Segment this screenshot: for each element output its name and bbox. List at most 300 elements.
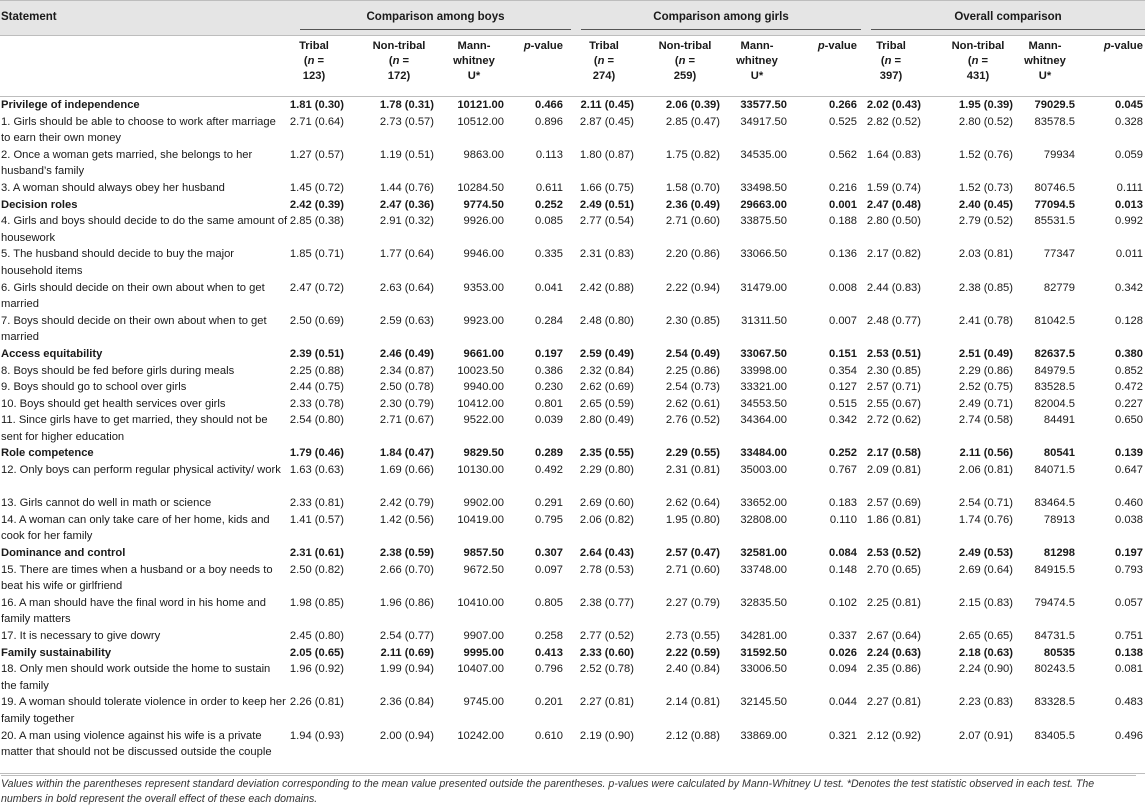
value-cell-boys-tribal: 2.54 (0.80) [289, 414, 344, 427]
value-cell-girls-nontribal: 2.29 (0.55) [665, 447, 720, 460]
value-cell-boys-p: 0.291 [535, 497, 563, 510]
table-header-groups [0, 0, 1145, 36]
statement-header: Statement [1, 11, 57, 23]
value-cell-overall-p: 0.128 [1115, 314, 1143, 327]
value-cell-girls-tribal: 1.66 (0.75) [579, 181, 634, 194]
value-cell-overall-p: 0.650 [1115, 414, 1143, 427]
value-cell-girls-p: 0.084 [829, 547, 857, 560]
value-cell-boys-nontribal: 2.00 (0.94) [379, 729, 434, 742]
group-divider-boys [300, 29, 571, 30]
value-cell-girls-nontribal: 1.95 (0.80) [665, 513, 720, 526]
value-cell-girls-tribal: 2.62 (0.69) [579, 381, 634, 394]
value-cell-boys-mw: 10512.00 [457, 115, 504, 128]
value-cell-girls-tribal: 2.32 (0.84) [579, 364, 634, 377]
value-cell-overall-tribal: 2.67 (0.64) [866, 630, 921, 642]
value-cell-overall-mw: 81298 [1043, 547, 1075, 560]
value-cell-boys-p: 0.252 [535, 198, 563, 211]
value-cell-overall-nontribal: 2.51 (0.49) [958, 347, 1013, 360]
value-cell-girls-nontribal: 2.54 (0.49) [665, 347, 720, 360]
statement-cell: 15. There are times when a husband or a boy needs to beat his wife or girlfriend [1, 563, 273, 593]
value-cell-boys-p: 0.805 [535, 596, 563, 609]
value-cell-girls-mw: 33998.00 [740, 364, 787, 377]
value-cell-overall-mw: 84915.5 [1034, 563, 1075, 576]
value-cell-boys-tribal: 1.96 (0.92) [289, 663, 344, 676]
value-cell-boys-p: 0.413 [535, 646, 563, 659]
value-cell-girls-mw: 32835.50 [740, 596, 787, 609]
value-cell-girls-nontribal: 2.40 (0.84) [665, 663, 720, 676]
value-cell-boys-mw: 10130.00 [457, 464, 504, 477]
value-cell-boys-nontribal: 2.63 (0.64) [379, 281, 434, 294]
value-cell-overall-mw: 80243.5 [1034, 663, 1075, 676]
value-cell-overall-nontribal: 2.54 (0.71) [958, 497, 1013, 510]
value-cell-overall-nontribal: 2.24 (0.90) [958, 663, 1013, 676]
statement-cell: 13. Girls cannot do well in math or science [1, 497, 212, 510]
value-cell-overall-nontribal: 2.11 (0.56) [959, 447, 1013, 460]
value-cell-overall-p: 0.472 [1115, 381, 1143, 394]
value-cell-overall-tribal: 2.57 (0.71) [866, 381, 921, 394]
value-cell-overall-tribal: 1.86 (0.81) [866, 513, 921, 526]
value-cell-girls-p: 0.044 [829, 696, 857, 709]
value-cell-boys-p: 0.896 [535, 115, 563, 128]
value-cell-overall-nontribal: 2.69 (0.64) [958, 563, 1013, 576]
value-cell-boys-nontribal: 2.47 (0.36) [379, 198, 434, 211]
value-cell-boys-tribal: 2.25 (0.88) [289, 364, 344, 377]
value-cell-girls-nontribal: 2.57 (0.47) [665, 547, 720, 560]
table-row [0, 728, 1145, 761]
group-divider-overall [871, 29, 1145, 30]
value-cell-overall-tribal: 2.53 (0.52) [866, 547, 921, 560]
value-cell-boys-nontribal: 1.42 (0.56) [379, 513, 434, 526]
value-cell-girls-nontribal: 2.27 (0.79) [665, 596, 720, 609]
value-cell-boys-tribal: 2.71 (0.64) [289, 115, 344, 128]
value-cell-girls-mw: 31479.00 [740, 281, 787, 294]
table-row [0, 694, 1145, 727]
value-cell-overall-p: 0.751 [1115, 630, 1143, 642]
value-cell-girls-p: 0.216 [829, 181, 857, 194]
value-cell-boys-p: 0.289 [535, 447, 563, 460]
value-cell-overall-tribal: 2.57 (0.69) [866, 497, 921, 510]
value-cell-overall-nontribal: 2.29 (0.86) [958, 364, 1013, 377]
value-cell-boys-tribal: 2.33 (0.81) [289, 497, 344, 510]
value-cell-girls-nontribal: 2.54 (0.73) [665, 381, 720, 394]
table-row [0, 412, 1145, 445]
value-cell-boys-tribal: 2.44 (0.75) [289, 381, 344, 394]
value-cell-girls-p: 0.342 [829, 414, 857, 427]
value-cell-girls-p: 0.094 [829, 663, 857, 676]
value-cell-overall-mw: 77347 [1043, 248, 1075, 261]
value-cell-girls-nontribal: 2.20 (0.86) [665, 248, 720, 261]
value-cell-girls-p: 0.562 [829, 148, 857, 161]
value-cell-girls-nontribal: 2.85 (0.47) [665, 115, 720, 128]
table-body [0, 97, 1145, 761]
value-cell-overall-nontribal: 1.52 (0.73) [958, 181, 1013, 194]
value-cell-boys-nontribal: 2.46 (0.49) [379, 347, 434, 360]
value-cell-overall-mw: 83328.5 [1034, 696, 1075, 709]
value-cell-girls-tribal: 2.87 (0.45) [579, 115, 634, 128]
value-cell-boys-nontribal: 2.30 (0.79) [379, 397, 434, 410]
value-cell-overall-nontribal: 2.38 (0.85) [958, 281, 1013, 294]
table-row [0, 396, 1145, 413]
table-row [0, 280, 1145, 313]
value-cell-girls-p: 0.007 [829, 314, 857, 327]
value-cell-boys-mw: 10121.00 [457, 99, 504, 111]
value-cell-boys-tribal: 1.79 (0.46) [289, 447, 344, 460]
value-cell-overall-nontribal: 2.65 (0.65) [958, 630, 1013, 642]
column-header-girls-nontribal: Non-tribal (n = 259) [658, 40, 712, 82]
value-cell-overall-p: 0.111 [1116, 181, 1143, 194]
value-cell-overall-nontribal: 2.52 (0.75) [958, 381, 1013, 394]
value-cell-girls-p: 0.001 [829, 198, 857, 211]
value-cell-girls-tribal: 2.69 (0.60) [579, 497, 634, 510]
value-cell-boys-mw: 9926.00 [463, 215, 504, 228]
value-cell-overall-mw: 83405.5 [1034, 729, 1075, 742]
value-cell-girls-mw: 34535.00 [740, 148, 787, 161]
value-cell-boys-nontribal: 1.19 (0.51) [379, 148, 434, 161]
table-row [0, 628, 1145, 645]
value-cell-boys-tribal: 1.45 (0.72) [289, 181, 344, 194]
value-cell-overall-nontribal: 2.15 (0.83) [958, 596, 1013, 609]
statement-cell: 12. Only boys can perform regular physical activity/ work [1, 464, 281, 477]
value-cell-overall-p: 0.227 [1115, 397, 1143, 410]
value-cell-girls-nontribal: 2.31 (0.81) [665, 464, 720, 477]
value-cell-girls-nontribal: 1.75 (0.82) [665, 148, 720, 161]
value-cell-overall-nontribal: 2.41 (0.78) [958, 314, 1013, 327]
value-cell-girls-nontribal: 2.62 (0.64) [665, 497, 720, 510]
column-header-overall-p: p-value [1103, 40, 1143, 52]
value-cell-girls-p: 0.188 [829, 215, 857, 228]
value-cell-boys-tribal: 2.39 (0.51) [289, 347, 344, 360]
statement-cell: 17. It is necessary to give dowry [1, 630, 161, 642]
value-cell-overall-p: 0.342 [1115, 281, 1143, 294]
value-cell-girls-nontribal: 2.25 (0.86) [665, 364, 720, 377]
column-header-overall-mw: Mann- whitney U* [1024, 40, 1066, 82]
table-row [0, 213, 1145, 246]
value-cell-girls-nontribal: 2.76 (0.52) [665, 414, 720, 427]
column-header-overall-nontribal: Non-tribal (n = 431) [951, 40, 1005, 82]
value-cell-girls-tribal: 2.78 (0.53) [579, 563, 634, 576]
value-cell-overall-mw: 83464.5 [1034, 497, 1075, 510]
value-cell-girls-tribal: 2.48 (0.80) [579, 314, 634, 327]
value-cell-overall-nontribal: 1.95 (0.39) [958, 99, 1013, 111]
value-cell-girls-mw: 32145.50 [740, 696, 787, 709]
value-cell-boys-mw: 9995.00 [463, 646, 504, 659]
value-cell-girls-nontribal: 2.71 (0.60) [665, 563, 720, 576]
value-cell-girls-tribal: 2.65 (0.59) [579, 397, 634, 410]
value-cell-boys-nontribal: 2.91 (0.32) [379, 215, 434, 228]
value-cell-girls-tribal: 2.33 (0.60) [579, 646, 634, 659]
value-cell-overall-tribal: 2.47 (0.48) [866, 198, 921, 211]
statement-cell: Access equitability [1, 347, 103, 360]
table-header-columns [0, 36, 1145, 97]
value-cell-boys-mw: 9857.50 [463, 547, 504, 560]
value-cell-girls-tribal: 2.19 (0.90) [579, 729, 634, 742]
value-cell-overall-tribal: 2.17 (0.82) [866, 248, 921, 261]
value-cell-boys-tribal: 2.47 (0.72) [289, 281, 344, 294]
value-cell-boys-mw: 10419.00 [457, 513, 504, 526]
value-cell-overall-p: 0.647 [1115, 464, 1143, 477]
value-cell-girls-mw: 33066.50 [740, 248, 787, 261]
value-cell-girls-tribal: 2.64 (0.43) [579, 547, 634, 560]
value-cell-boys-p: 0.795 [535, 513, 563, 526]
value-cell-girls-mw: 32581.00 [740, 547, 787, 560]
table-end-rule [0, 773, 1145, 774]
value-cell-girls-mw: 29663.00 [740, 198, 787, 211]
statement-cell: 14. A woman can only take care of her home, kids and cook for her family [1, 513, 270, 543]
value-cell-girls-p: 0.252 [829, 447, 857, 460]
value-cell-boys-mw: 10242.00 [457, 729, 504, 742]
statement-cell: 11. Since girls have to get married, they should not be sent for higher education [1, 414, 268, 443]
value-cell-girls-tribal: 2.31 (0.83) [579, 248, 634, 261]
value-cell-girls-p: 0.337 [829, 630, 857, 642]
value-cell-boys-p: 0.466 [535, 99, 563, 111]
table-row [0, 246, 1145, 279]
value-cell-boys-p: 0.284 [535, 314, 563, 327]
value-cell-girls-mw: 33006.50 [740, 663, 787, 676]
value-cell-boys-nontribal: 2.34 (0.87) [379, 364, 434, 377]
value-cell-boys-mw: 10407.00 [457, 663, 504, 676]
value-cell-overall-nontribal: 1.74 (0.76) [958, 513, 1013, 526]
statement-cell: 7. Boys should decide on their own about when to get married [1, 314, 267, 344]
value-cell-girls-tribal: 2.59 (0.49) [579, 347, 634, 360]
value-cell-girls-tribal: 2.77 (0.54) [579, 215, 634, 228]
value-cell-boys-tribal: 1.81 (0.30) [289, 99, 344, 111]
statement-cell: 4. Girls and boys should decide to do the same amount of housework [1, 215, 288, 244]
value-cell-overall-mw: 84071.5 [1034, 464, 1075, 477]
table-footnote: Values within the parentheses represent standard deviation corresponding to the mean value presented outside the parentheses. p-values were calculated by Mann-Whitney U test. *Denotes the test statistic observed in each test. The numbers in bold represent the overall effect of these each domains. [1, 775, 1136, 807]
statement-cell: 1. Girls should be able to choose to work after marriage to earn their own money [1, 115, 276, 145]
value-cell-overall-tribal: 1.59 (0.74) [866, 181, 921, 194]
value-cell-boys-mw: 9923.00 [463, 314, 504, 327]
value-cell-boys-tribal: 2.31 (0.61) [289, 547, 344, 560]
value-cell-girls-tribal: 1.80 (0.87) [579, 148, 634, 161]
value-cell-overall-tribal: 2.09 (0.81) [866, 464, 921, 477]
value-cell-boys-tribal: 1.98 (0.85) [289, 596, 344, 609]
value-cell-overall-p: 0.045 [1115, 99, 1143, 111]
value-cell-girls-mw: 31311.50 [741, 314, 787, 327]
value-cell-overall-tribal: 2.17 (0.58) [866, 447, 921, 460]
value-cell-boys-nontribal: 2.54 (0.77) [379, 630, 434, 642]
table-row [0, 363, 1145, 380]
value-cell-boys-nontribal: 2.11 (0.69) [380, 646, 434, 659]
value-cell-overall-tribal: 2.35 (0.86) [866, 663, 921, 676]
value-cell-overall-tribal: 2.24 (0.63) [866, 646, 921, 659]
domain-row [0, 445, 1145, 462]
value-cell-boys-p: 0.610 [535, 729, 563, 742]
statement-cell: 10. Boys should get health services over girls [1, 397, 226, 410]
value-cell-overall-tribal: 2.27 (0.81) [866, 696, 921, 709]
value-cell-girls-nontribal: 2.22 (0.94) [665, 281, 720, 294]
value-cell-girls-p: 0.515 [829, 397, 857, 410]
value-cell-boys-tribal: 2.42 (0.39) [289, 198, 344, 211]
value-cell-overall-mw: 80746.5 [1034, 181, 1075, 194]
group-header-girls: Comparison among girls [653, 11, 789, 23]
value-cell-girls-nontribal: 2.30 (0.85) [665, 314, 720, 327]
value-cell-overall-nontribal: 2.23 (0.83) [958, 696, 1013, 709]
value-cell-boys-mw: 10284.50 [457, 181, 504, 194]
value-cell-overall-nontribal: 2.18 (0.63) [958, 646, 1013, 659]
value-cell-boys-mw: 9829.50 [463, 447, 504, 460]
value-cell-boys-nontribal: 2.38 (0.59) [379, 547, 434, 560]
value-cell-boys-p: 0.611 [535, 181, 563, 194]
value-cell-boys-p: 0.335 [535, 248, 563, 261]
statement-cell: 3. A woman should always obey her husband [1, 181, 225, 194]
table-row [0, 495, 1145, 512]
value-cell-overall-tribal: 2.70 (0.65) [866, 563, 921, 576]
value-cell-girls-mw: 33067.50 [740, 347, 787, 360]
value-cell-overall-mw: 85531.5 [1034, 215, 1075, 228]
statement-cell: Decision roles [1, 198, 78, 211]
value-cell-boys-p: 0.258 [535, 630, 563, 642]
value-cell-overall-mw: 83528.5 [1034, 381, 1075, 394]
value-cell-overall-mw: 80535 [1043, 646, 1075, 659]
value-cell-overall-mw: 82637.5 [1034, 347, 1075, 360]
value-cell-boys-mw: 9946.00 [463, 248, 504, 261]
value-cell-boys-tribal: 2.26 (0.81) [289, 696, 344, 709]
value-cell-boys-mw: 9774.50 [463, 198, 504, 211]
value-cell-overall-mw: 80541 [1043, 447, 1075, 460]
value-cell-boys-tribal: 2.50 (0.82) [289, 563, 344, 576]
value-cell-overall-nontribal: 2.49 (0.71) [958, 397, 1013, 410]
value-cell-girls-mw: 33748.00 [740, 563, 787, 576]
domain-row [0, 197, 1145, 214]
value-cell-girls-mw: 33484.00 [740, 447, 787, 460]
table-row [0, 661, 1145, 694]
table-row [0, 462, 1145, 495]
value-cell-boys-tribal: 2.50 (0.69) [289, 314, 344, 327]
table-row [0, 147, 1145, 180]
value-cell-boys-p: 0.307 [535, 547, 563, 560]
value-cell-girls-tribal: 2.42 (0.88) [579, 281, 634, 294]
value-cell-boys-mw: 9863.00 [463, 148, 504, 161]
group-header-overall: Overall comparison [954, 11, 1062, 23]
value-cell-boys-nontribal: 1.69 (0.66) [379, 464, 434, 477]
value-cell-boys-p: 0.041 [535, 281, 563, 294]
value-cell-overall-mw: 79029.5 [1034, 99, 1075, 111]
value-cell-boys-nontribal: 2.71 (0.67) [379, 414, 434, 427]
table-row [0, 512, 1145, 545]
value-cell-overall-p: 0.138 [1115, 646, 1143, 659]
value-cell-girls-tribal: 2.80 (0.49) [579, 414, 634, 427]
value-cell-boys-mw: 9661.00 [463, 347, 504, 360]
value-cell-boys-mw: 9672.50 [463, 563, 504, 576]
value-cell-girls-mw: 34553.50 [740, 397, 787, 410]
value-cell-boys-nontribal: 1.84 (0.47) [379, 447, 434, 460]
column-header-boys-p: p-value [523, 40, 563, 52]
column-header-boys-nontribal: Non-tribal (n = 172) [372, 40, 426, 82]
value-cell-overall-mw: 84979.5 [1034, 364, 1075, 377]
value-cell-overall-p: 0.992 [1115, 215, 1143, 228]
statement-cell: Family sustainability [1, 646, 112, 659]
table-row [0, 180, 1145, 197]
value-cell-boys-mw: 9522.00 [463, 414, 504, 427]
value-cell-boys-p: 0.492 [535, 464, 563, 477]
domain-row [0, 645, 1145, 662]
value-cell-boys-nontribal: 2.50 (0.78) [379, 381, 434, 394]
value-cell-boys-mw: 9353.00 [463, 281, 504, 294]
value-cell-overall-tribal: 2.12 (0.92) [866, 729, 921, 742]
value-cell-boys-nontribal: 2.66 (0.70) [379, 563, 434, 576]
value-cell-girls-tribal: 2.29 (0.80) [579, 464, 634, 477]
value-cell-girls-mw: 34281.00 [740, 630, 787, 642]
value-cell-girls-p: 0.102 [829, 596, 857, 609]
value-cell-boys-nontribal: 2.36 (0.84) [379, 696, 434, 709]
value-cell-overall-nontribal: 2.49 (0.53) [958, 547, 1013, 560]
value-cell-girls-nontribal: 2.73 (0.55) [665, 630, 720, 642]
statement-cell: Dominance and control [1, 547, 126, 560]
value-cell-girls-mw: 33498.50 [740, 181, 787, 194]
statement-cell: 5. The husband should decide to buy the major household items [1, 248, 235, 277]
value-cell-boys-tribal: 1.41 (0.57) [289, 513, 344, 526]
value-cell-girls-p: 0.354 [829, 364, 857, 377]
value-cell-overall-p: 0.460 [1115, 497, 1143, 510]
domain-row [0, 545, 1145, 562]
value-cell-overall-p: 0.197 [1115, 547, 1143, 560]
value-cell-boys-mw: 10410.00 [457, 596, 504, 609]
value-cell-boys-nontribal: 2.42 (0.79) [379, 497, 434, 510]
value-cell-girls-mw: 34917.50 [740, 115, 787, 128]
value-cell-overall-mw: 82004.5 [1034, 397, 1075, 410]
value-cell-overall-tribal: 1.64 (0.83) [866, 148, 921, 161]
statement-cell: 18. Only men should work outside the home to sustain the family [1, 663, 271, 692]
value-cell-overall-tribal: 2.30 (0.85) [866, 364, 921, 377]
value-cell-overall-p: 0.081 [1115, 663, 1143, 676]
table-row [0, 114, 1145, 147]
value-cell-girls-nontribal: 2.14 (0.81) [665, 696, 720, 709]
value-cell-girls-mw: 34364.00 [740, 414, 787, 427]
value-cell-overall-nontribal: 2.79 (0.52) [958, 215, 1013, 228]
value-cell-girls-p: 0.266 [829, 99, 857, 111]
table-row [0, 379, 1145, 396]
value-cell-overall-tribal: 2.48 (0.77) [866, 314, 921, 327]
value-cell-overall-tribal: 2.55 (0.67) [866, 397, 921, 410]
table-row [0, 313, 1145, 346]
value-cell-girls-p: 0.183 [829, 497, 857, 510]
value-cell-overall-mw: 79474.5 [1034, 596, 1075, 609]
value-cell-girls-tribal: 2.06 (0.82) [579, 513, 634, 526]
table-row [0, 595, 1145, 628]
value-cell-boys-nontribal: 1.77 (0.64) [379, 248, 434, 261]
value-cell-boys-p: 0.197 [535, 347, 563, 360]
value-cell-overall-mw: 79934 [1043, 148, 1075, 161]
column-header-girls-mw: Mann- whitney U* [736, 40, 778, 82]
value-cell-girls-p: 0.008 [829, 281, 857, 294]
value-cell-girls-p: 0.767 [829, 464, 857, 477]
value-cell-overall-p: 0.038 [1115, 513, 1143, 526]
column-header-overall-tribal: Tribal (n = 397) [876, 40, 906, 82]
value-cell-boys-mw: 9902.00 [463, 497, 504, 510]
value-cell-boys-mw: 10023.50 [457, 364, 504, 377]
value-cell-overall-mw: 81042.5 [1034, 314, 1075, 327]
value-cell-overall-tribal: 2.02 (0.43) [866, 99, 921, 111]
value-cell-girls-nontribal: 2.62 (0.61) [665, 397, 720, 410]
value-cell-overall-nontribal: 2.74 (0.58) [958, 414, 1013, 427]
value-cell-overall-nontribal: 2.03 (0.81) [958, 248, 1013, 261]
value-cell-girls-p: 0.026 [829, 646, 857, 659]
domain-row [0, 97, 1145, 114]
value-cell-overall-mw: 77094.5 [1034, 198, 1075, 211]
value-cell-boys-p: 0.113 [535, 148, 563, 161]
domain-row [0, 346, 1145, 363]
value-cell-boys-p: 0.796 [535, 663, 563, 676]
value-cell-girls-tribal: 2.52 (0.78) [579, 663, 634, 676]
value-cell-overall-nontribal: 2.80 (0.52) [958, 115, 1013, 128]
value-cell-boys-tribal: 1.63 (0.63) [289, 464, 344, 477]
value-cell-boys-mw: 9745.00 [463, 696, 504, 709]
statement-cell: 19. A woman should tolerate violence in order to keep her family together [1, 696, 286, 725]
statement-cell: Role competence [1, 447, 94, 460]
value-cell-boys-tribal: 1.94 (0.93) [289, 729, 344, 742]
statement-cell: 9. Boys should go to school over girls [1, 381, 187, 394]
